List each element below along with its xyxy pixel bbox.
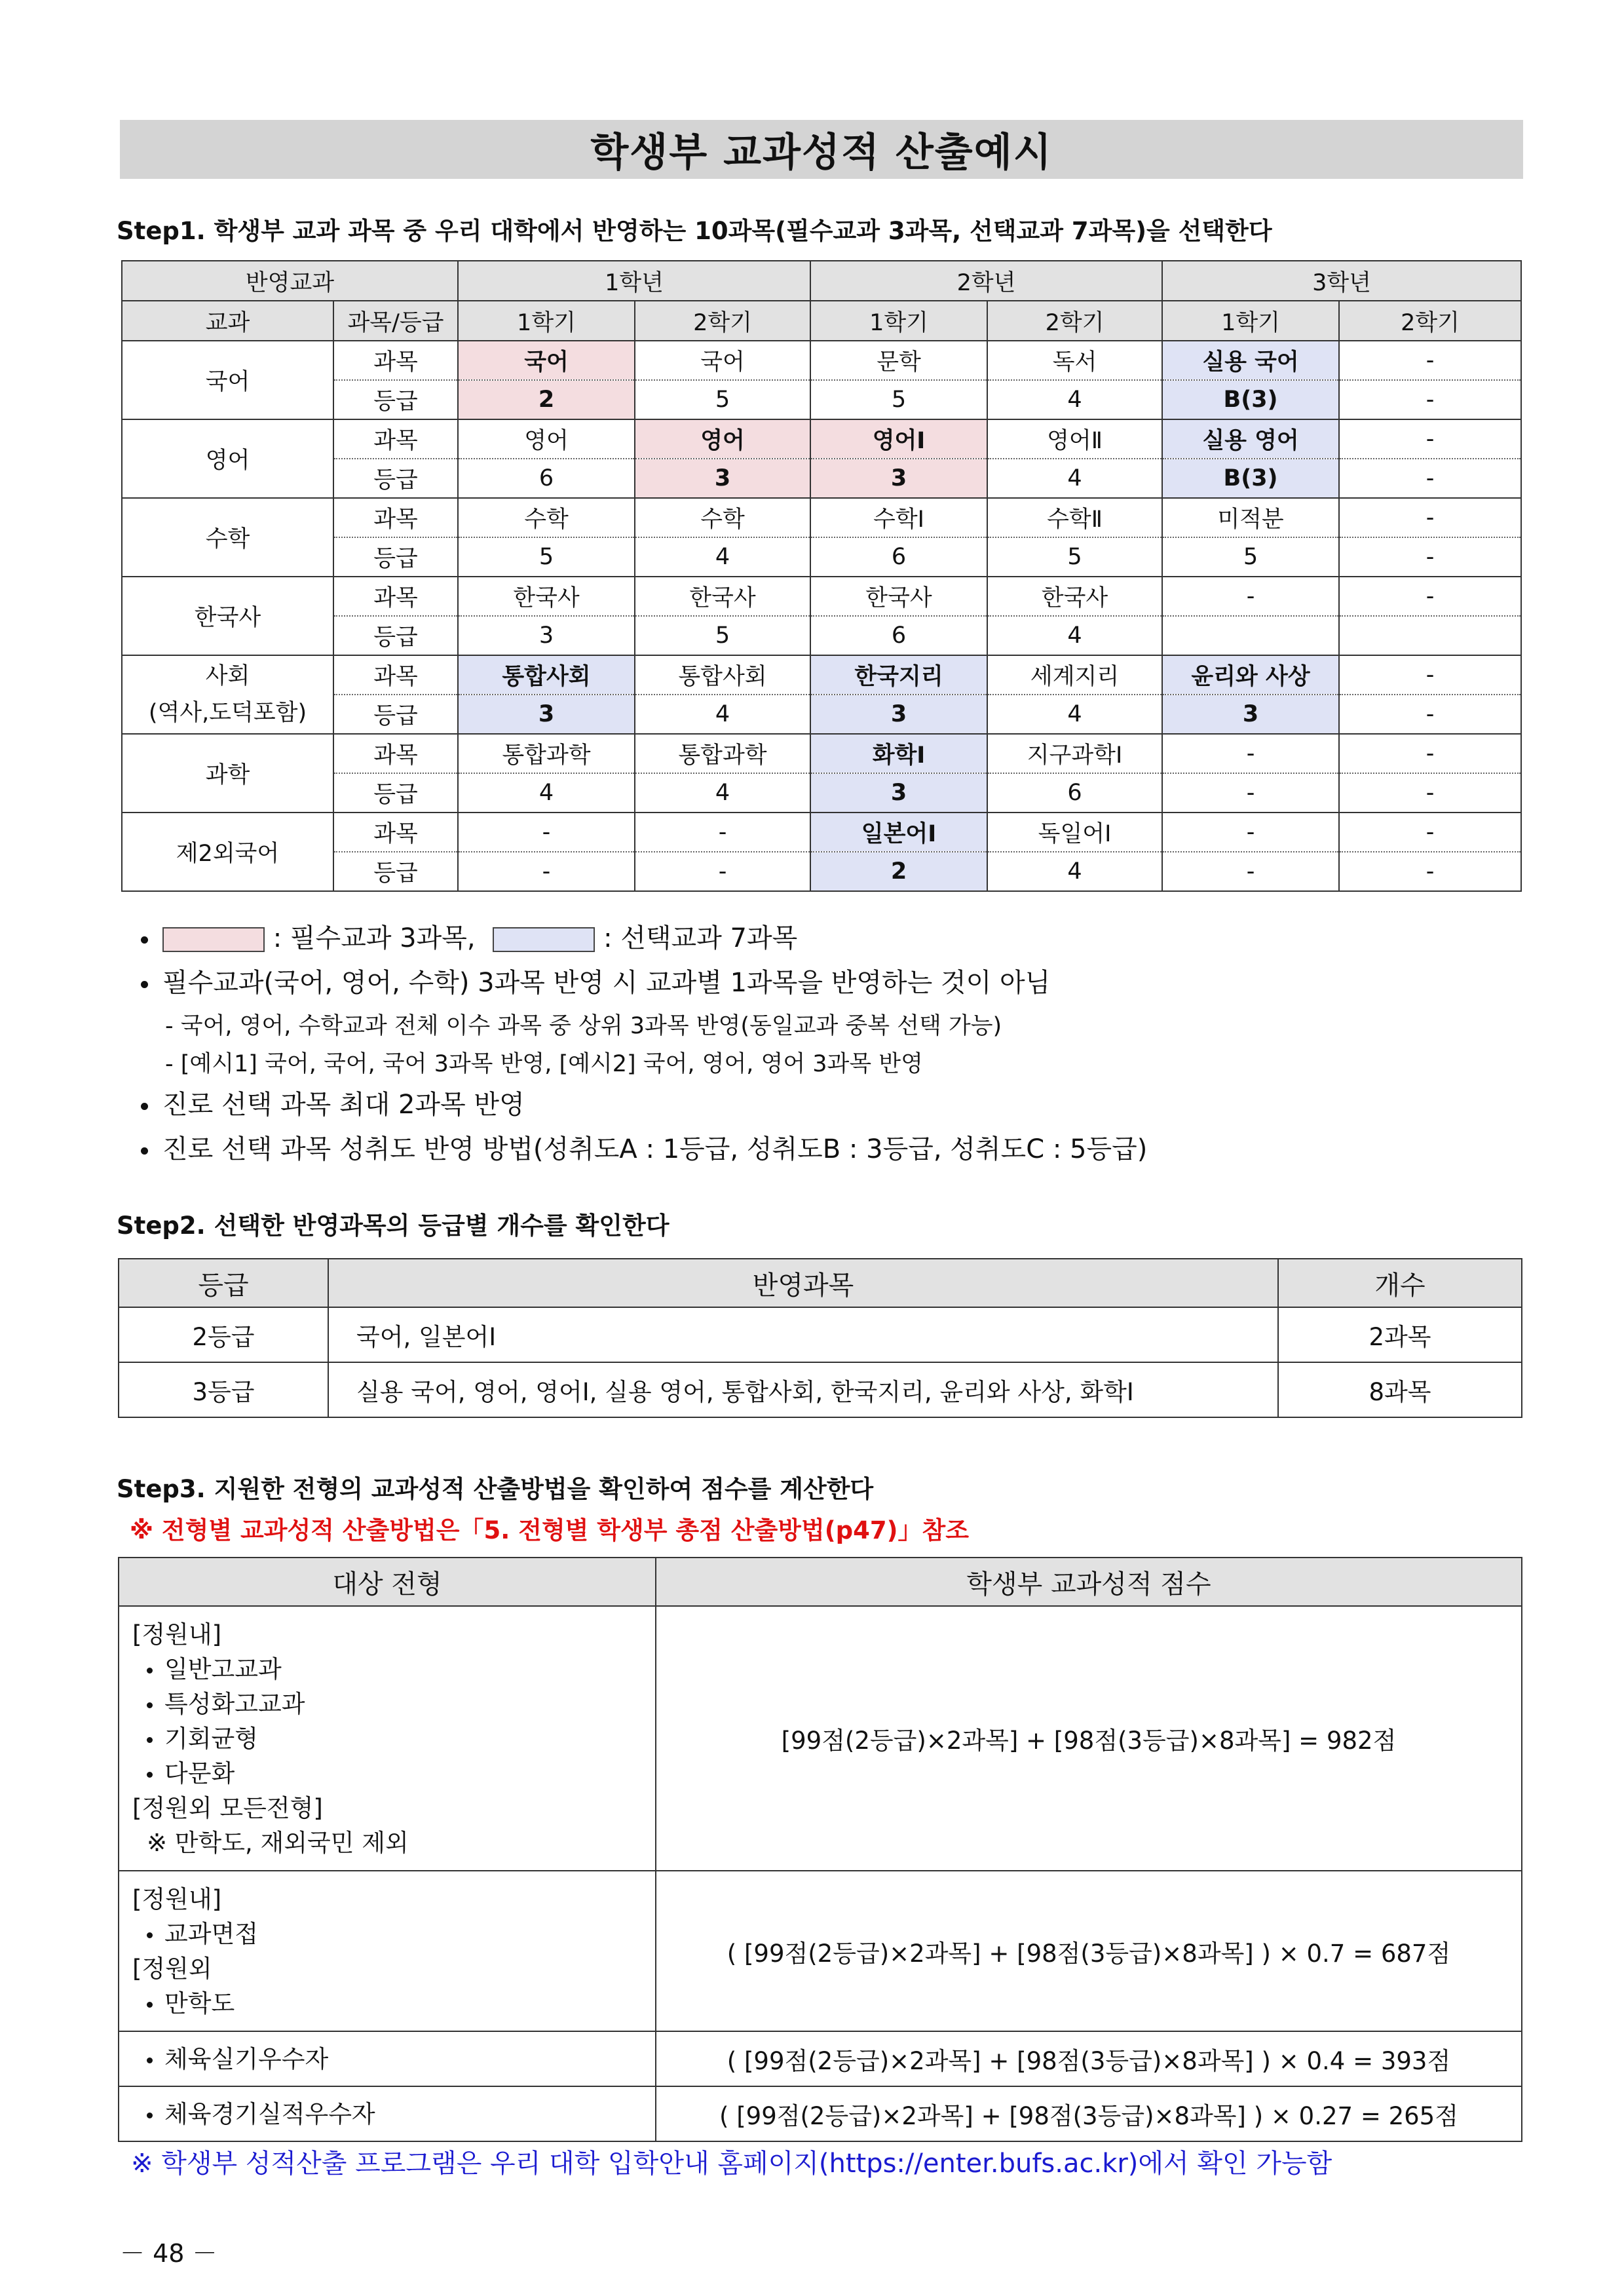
cell: -	[1339, 773, 1521, 813]
header-subject-area: 교과	[122, 301, 333, 341]
score-cell: ( [99점(2등급)×2과목] + [98점(3등급)×8과목] ) × 0.27 = 265점	[656, 2086, 1522, 2141]
cell: -	[1162, 813, 1339, 852]
cell: -	[1162, 734, 1339, 773]
cell: 한국사	[987, 577, 1162, 616]
cell: 세계지리	[987, 655, 1162, 695]
count-cell: 8과목	[1278, 1362, 1522, 1417]
cell	[1162, 616, 1339, 655]
cell: -	[1162, 577, 1339, 616]
score-cell: [99점(2등급)×2과목] + [98점(3등급)×8과목] = 982점	[656, 1606, 1522, 1871]
bullet-icon	[147, 1932, 153, 1938]
cell-selected: 2	[810, 852, 987, 891]
header-subject-grade: 과목/등급	[333, 301, 458, 341]
score-cell: ( [99점(2등급)×2과목] + [98점(3등급)×8과목] ) × 0.7 = 687점	[656, 1871, 1522, 2031]
subject-area-second-language: 제2외국어	[122, 813, 333, 891]
target-cell	[119, 1871, 656, 2031]
row-label-subject: 과목	[333, 655, 458, 695]
cell: -	[1162, 773, 1339, 813]
row-label-grade: 등급	[333, 695, 458, 734]
note-subitem: - 국어, 영어, 수학교과 전체 이수 과목 중 상위 3과목 반영(동일교과 중복 선택 가능)	[165, 1013, 1002, 1039]
header-target-admission: 대상 전형	[119, 1558, 656, 1606]
header-year1: 1학년	[458, 261, 810, 301]
bullet-icon	[141, 981, 148, 988]
cell: 3	[458, 616, 635, 655]
header-reflected-subject: 반영교과	[122, 261, 458, 301]
row-label-subject: 과목	[333, 577, 458, 616]
cell: -	[1339, 419, 1521, 459]
table-row	[122, 419, 1521, 459]
page-number: － 48 －	[120, 2239, 217, 2268]
cell-selected: 일본어Ⅰ	[810, 813, 987, 852]
cell-selected: 3	[810, 773, 987, 813]
cell: 5	[635, 616, 810, 655]
count-cell: 2과목	[1278, 1307, 1522, 1362]
cell-required: 영어	[635, 419, 810, 459]
header-year3: 3학년	[1162, 261, 1521, 301]
cell-selected: 윤리와 사상	[1162, 655, 1339, 695]
cell: 문학	[810, 341, 987, 380]
cell: 6	[810, 537, 987, 577]
table-row	[122, 577, 1521, 616]
cell: -	[1339, 734, 1521, 773]
page-title: 학생부 교과성적 산출예시	[120, 120, 1523, 179]
bullet-icon	[141, 1147, 148, 1155]
bullet-icon	[147, 1737, 153, 1743]
cell: 영어	[458, 419, 635, 459]
cell: -	[1339, 655, 1521, 695]
table-row	[122, 341, 1521, 380]
cell: 수학	[458, 498, 635, 537]
cell-selected: 화학Ⅰ	[810, 734, 987, 773]
cell: 4	[987, 459, 1162, 498]
cell: 4	[635, 773, 810, 813]
cell: -	[1339, 380, 1521, 419]
subjects-cell: 국어, 일본어Ⅰ	[328, 1307, 1278, 1362]
score-cell: ( [99점(2등급)×2과목] + [98점(3등급)×8과목] ) × 0.4 = 393점	[656, 2031, 1522, 2086]
note-subitem: - [예시1] 국어, 국어, 국어 3과목 반영, [예시2] 국어, 영어, 영어 3과목 반영	[165, 1051, 923, 1077]
subject-area-social	[122, 655, 333, 734]
row-label-grade: 등급	[333, 616, 458, 655]
cell: 4	[635, 695, 810, 734]
cell: -	[1339, 341, 1521, 380]
label-exclusion: ※ 만학도, 재외국민 제외	[147, 1828, 409, 1857]
legend-required-label: : 필수교과 3과목,	[273, 923, 476, 953]
list-item: 다문화	[132, 1756, 655, 1791]
cell: -	[1339, 537, 1521, 577]
subjects-cell: 실용 국어, 영어, 영어Ⅰ, 실용 영어, 통합사회, 한국지리, 윤리와 사상, 화학Ⅰ	[328, 1362, 1278, 1417]
cell-selected: 3	[810, 695, 987, 734]
cell: 독일어Ⅰ	[987, 813, 1162, 852]
cell-selected: B(3)	[1162, 380, 1339, 419]
subject-selection-table	[121, 260, 1522, 892]
cell: -	[1162, 852, 1339, 891]
cell: 4	[987, 616, 1162, 655]
cell: -	[1339, 852, 1521, 891]
table-row	[122, 655, 1521, 695]
cell: 5	[1162, 537, 1339, 577]
cell-required: 국어	[458, 341, 635, 380]
cell: 4	[987, 695, 1162, 734]
header-count: 개수	[1278, 1259, 1522, 1307]
cell-required: 3	[635, 459, 810, 498]
grade-cell: 2등급	[119, 1307, 328, 1362]
cell-selected: 실용 국어	[1162, 341, 1339, 380]
table-row	[119, 1871, 1522, 2031]
table-row	[122, 498, 1521, 537]
label-extra: [정원외	[132, 1954, 212, 1983]
row-label-subject: 과목	[333, 734, 458, 773]
cell: 미적분	[1162, 498, 1339, 537]
grade-count-table	[118, 1258, 1522, 1418]
note-item	[141, 1128, 1147, 1166]
table-row	[122, 734, 1521, 773]
header-semester: 1학기	[458, 301, 635, 341]
subject-area-english: 영어	[122, 419, 333, 498]
label-regular: [정원내]	[132, 1885, 222, 1913]
header-score: 학생부 교과성적 점수	[656, 1558, 1522, 1606]
cell: 4	[987, 380, 1162, 419]
note-required-rule: 필수교과(국어, 영어, 수학) 3과목 반영 시 교과별 1과목을 반영하는 것이 아님	[162, 968, 1051, 998]
row-label-subject: 과목	[333, 498, 458, 537]
cell-required: 3	[810, 459, 987, 498]
cell-selected: 실용 영어	[1162, 419, 1339, 459]
cell: 통합사회	[635, 655, 810, 695]
cell: 한국사	[458, 577, 635, 616]
step2-heading: Step2. 선택한 반영과목의 등급별 개수를 확인한다	[117, 1212, 670, 1240]
cell: 국어	[635, 341, 810, 380]
cell: 4	[458, 773, 635, 813]
label-regular: [정원내]	[132, 1620, 222, 1649]
bullet-icon	[147, 2002, 153, 2008]
note-item	[141, 962, 1050, 999]
list-item: 만학도	[132, 1986, 655, 2021]
label-extra: [정원외 모든전형]	[132, 1793, 323, 1822]
cell: 한국사	[635, 577, 810, 616]
header-semester: 1학기	[810, 301, 987, 341]
score-calculation-table	[118, 1557, 1522, 2142]
target-cell	[119, 2031, 656, 2086]
bullet-icon	[147, 1772, 153, 1778]
table-row	[119, 1307, 1522, 1362]
subject-area-social-name: 사회	[205, 663, 250, 689]
header-semester: 1학기	[1162, 301, 1339, 341]
cell: 5	[987, 537, 1162, 577]
grade-cell: 3등급	[119, 1362, 328, 1417]
list-item: 체육실기우수자	[132, 2042, 655, 2076]
header-subjects: 반영과목	[328, 1259, 1278, 1307]
row-label-grade: 등급	[333, 773, 458, 813]
note-item	[141, 1084, 525, 1121]
table-row	[119, 1362, 1522, 1417]
cell: 5	[810, 380, 987, 419]
bullet-icon	[147, 2113, 153, 2118]
header-semester: 2학기	[635, 301, 810, 341]
list-item: 일반고교과	[132, 1652, 655, 1687]
row-label-subject: 과목	[333, 419, 458, 459]
cell: 통합과학	[458, 734, 635, 773]
cell: -	[635, 852, 810, 891]
bullet-icon	[141, 936, 148, 944]
cell: 4	[635, 537, 810, 577]
cell-selected: B(3)	[1162, 459, 1339, 498]
cell: -	[1339, 498, 1521, 537]
legend-selected-label: : 선택교과 7과목	[603, 923, 798, 953]
cell: -	[458, 852, 635, 891]
table-row	[119, 1606, 1522, 1871]
cell-selected: 3	[1162, 695, 1339, 734]
list-item: 기회균형	[132, 1721, 655, 1756]
cell: -	[458, 813, 635, 852]
step3-reference-note: ※ 전형별 교과성적 산출방법은「5. 전형별 학생부 총점 산출방법(p47)」참조	[130, 1516, 970, 1544]
list-item: 특성화고교과	[132, 1687, 655, 1721]
cell: 수학Ⅱ	[987, 498, 1162, 537]
list-item: 교과면접	[132, 1917, 655, 1951]
bullet-icon	[141, 1103, 148, 1110]
cell: -	[1339, 459, 1521, 498]
row-label-grade: 등급	[333, 459, 458, 498]
cell: 지구과학Ⅰ	[987, 734, 1162, 773]
program-note: ※ 학생부 성적산출 프로그램은 우리 대학 입학안내 홈페이지(https://enter.bufs.ac.kr)에서 확인 가능함	[131, 2149, 1332, 2179]
step3-heading: Step3. 지원한 전형의 교과성적 산출방법을 확인하여 점수를 계산한다	[117, 1475, 874, 1503]
cell: 수학	[635, 498, 810, 537]
cell: -	[1339, 577, 1521, 616]
selected-swatch	[493, 927, 595, 952]
cell	[1339, 616, 1521, 655]
row-label-subject: 과목	[333, 813, 458, 852]
header-year2: 2학년	[810, 261, 1162, 301]
cell: 수학Ⅰ	[810, 498, 987, 537]
cell-selected: 3	[458, 695, 635, 734]
row-label-grade: 등급	[333, 537, 458, 577]
cell: 5	[635, 380, 810, 419]
subject-area-korean-history: 한국사	[122, 577, 333, 655]
target-cell	[119, 1606, 656, 1871]
cell: -	[1339, 813, 1521, 852]
cell-required: 2	[458, 380, 635, 419]
row-label-grade: 등급	[333, 380, 458, 419]
cell: 6	[458, 459, 635, 498]
subject-area-korean: 국어	[122, 341, 333, 419]
cell: 6	[987, 773, 1162, 813]
note-career-max: 진로 선택 과목 최대 2과목 반영	[162, 1090, 525, 1120]
subject-area-math: 수학	[122, 498, 333, 577]
cell-selected: 통합사회	[458, 655, 635, 695]
header-semester: 2학기	[1339, 301, 1521, 341]
cell-required: 영어Ⅰ	[810, 419, 987, 459]
list-item: 체육경기실적우수자	[132, 2097, 655, 2132]
step1-heading: Step1. 학생부 교과 과목 중 우리 대학에서 반영하는 10과목(필수교과 3과목, 선택교과 7과목)을 선택한다	[117, 217, 1272, 245]
target-cell	[119, 2086, 656, 2141]
row-label-subject: 과목	[333, 341, 458, 380]
row-label-grade: 등급	[333, 852, 458, 891]
cell: 6	[810, 616, 987, 655]
bullet-icon	[147, 1702, 153, 1708]
legend-item	[141, 917, 797, 955]
header-grade: 등급	[119, 1259, 328, 1307]
required-swatch	[162, 927, 265, 952]
cell: 한국사	[810, 577, 987, 616]
cell: 5	[458, 537, 635, 577]
cell-selected: 한국지리	[810, 655, 987, 695]
bullet-icon	[147, 2057, 153, 2063]
cell: 통합과학	[635, 734, 810, 773]
table-row	[122, 813, 1521, 852]
bullet-icon	[147, 1668, 153, 1674]
table-row	[119, 2031, 1522, 2086]
cell: -	[1339, 695, 1521, 734]
table-row	[119, 2086, 1522, 2141]
cell: 영어Ⅱ	[987, 419, 1162, 459]
note-career-method: 진로 선택 과목 성취도 반영 방법(성취도A : 1등급, 성취도B : 3등급, 성취도C : 5등급)	[162, 1134, 1148, 1164]
cell: 독서	[987, 341, 1162, 380]
header-semester: 2학기	[987, 301, 1162, 341]
cell: -	[635, 813, 810, 852]
subject-area-social-note: (역사,도덕포함)	[148, 700, 307, 726]
cell: 4	[987, 852, 1162, 891]
subject-area-science: 과학	[122, 734, 333, 813]
